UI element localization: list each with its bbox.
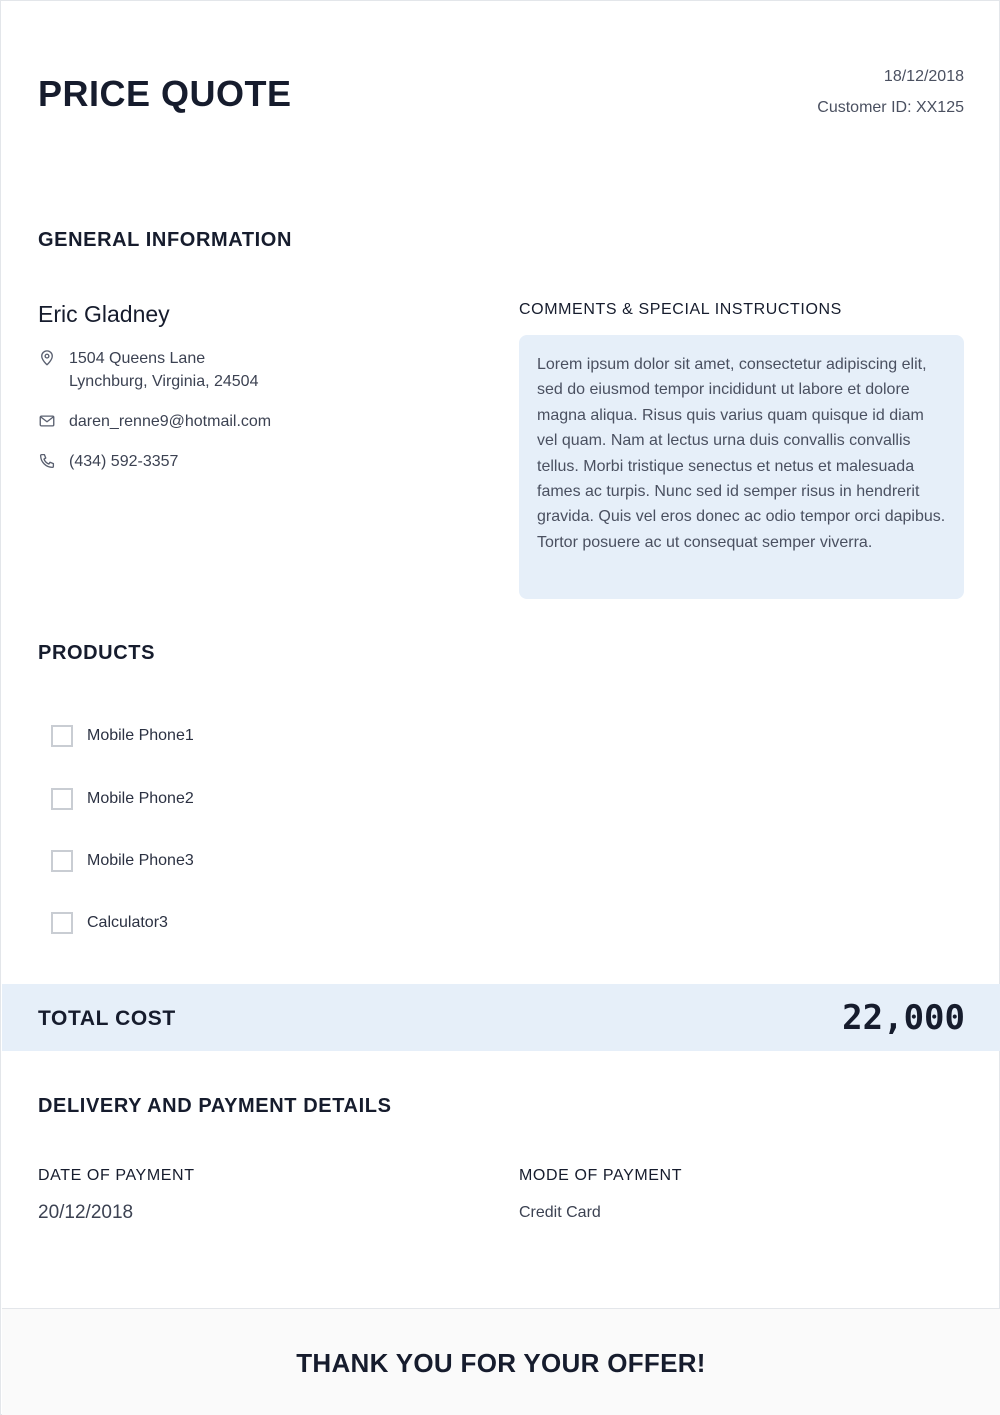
phone-text[interactable]: (434) 592-3357	[69, 453, 179, 470]
page-title: PRICE QUOTE	[38, 73, 292, 114]
quote-date: 18/12/2018	[883, 68, 964, 85]
address-line-1: 1504 Queens Lane	[69, 350, 206, 367]
quote-meta	[817, 67, 964, 129]
product-item	[51, 912, 168, 934]
date-of-payment-label: DATE OF PAYMENT	[38, 1167, 195, 1184]
mode-of-payment-label: MODE OF PAYMENT	[519, 1167, 683, 1184]
product-checkbox[interactable]	[51, 788, 73, 810]
thank-you-message: THANK YOU FOR YOUR OFFER!	[296, 1348, 706, 1378]
customer-id: Customer ID: XX125	[817, 99, 964, 116]
email-text[interactable]: daren_renne9@hotmail.com	[69, 413, 272, 430]
total-cost-value: 22,000	[842, 998, 965, 1038]
product-checkbox[interactable]	[51, 725, 73, 747]
product-label: Calculator3	[87, 914, 168, 931]
phone-row	[38, 450, 178, 473]
footer	[2, 1308, 1000, 1415]
product-label: Mobile Phone1	[87, 727, 194, 744]
products-heading: PRODUCTS	[38, 642, 156, 664]
phone-icon	[38, 452, 56, 470]
product-item	[51, 725, 194, 747]
comments-heading: COMMENTS & SPECIAL INSTRUCTIONS	[519, 301, 842, 318]
product-item	[51, 850, 194, 872]
product-label: Mobile Phone3	[87, 852, 194, 869]
total-cost-band	[2, 984, 1000, 1051]
location-pin-icon	[38, 349, 56, 367]
email-row	[38, 410, 271, 433]
address-text	[69, 347, 258, 393]
address-row	[38, 347, 258, 393]
product-checkbox[interactable]	[51, 850, 73, 872]
general-information-heading: GENERAL INFORMATION	[38, 229, 292, 251]
address-line-2: Lynchburg, Virginia, 24504	[69, 373, 259, 390]
mail-icon	[38, 412, 56, 430]
product-item	[51, 788, 194, 810]
customer-name: Eric Gladney	[38, 301, 170, 327]
date-of-payment-value: 20/12/2018	[38, 1202, 134, 1223]
mode-of-payment-value: Credit Card	[519, 1204, 601, 1221]
comments-box: Lorem ipsum dolor sit amet, consectetur adipiscing elit, sed do eiusmod tempor incididunt ut labore et dolore magna aliqua. Risus quis varius quam quisque id diam vel quam. Nam at lectus urna duis convallis convallis tellus. Morbi tristique senectus et netus et malesuada fames ac turpis. Nunc sed id semper risus in hendrerit gravida. Quis vel eros donec ac odio tempor orci dapibus. Tortor posuere ac ut consequat semper viverra.	[519, 335, 964, 599]
product-label: Mobile Phone2	[87, 790, 194, 807]
product-checkbox[interactable]	[51, 912, 73, 934]
delivery-payment-heading: DELIVERY AND PAYMENT DETAILS	[38, 1095, 392, 1117]
total-cost-label: TOTAL COST	[38, 1007, 176, 1030]
